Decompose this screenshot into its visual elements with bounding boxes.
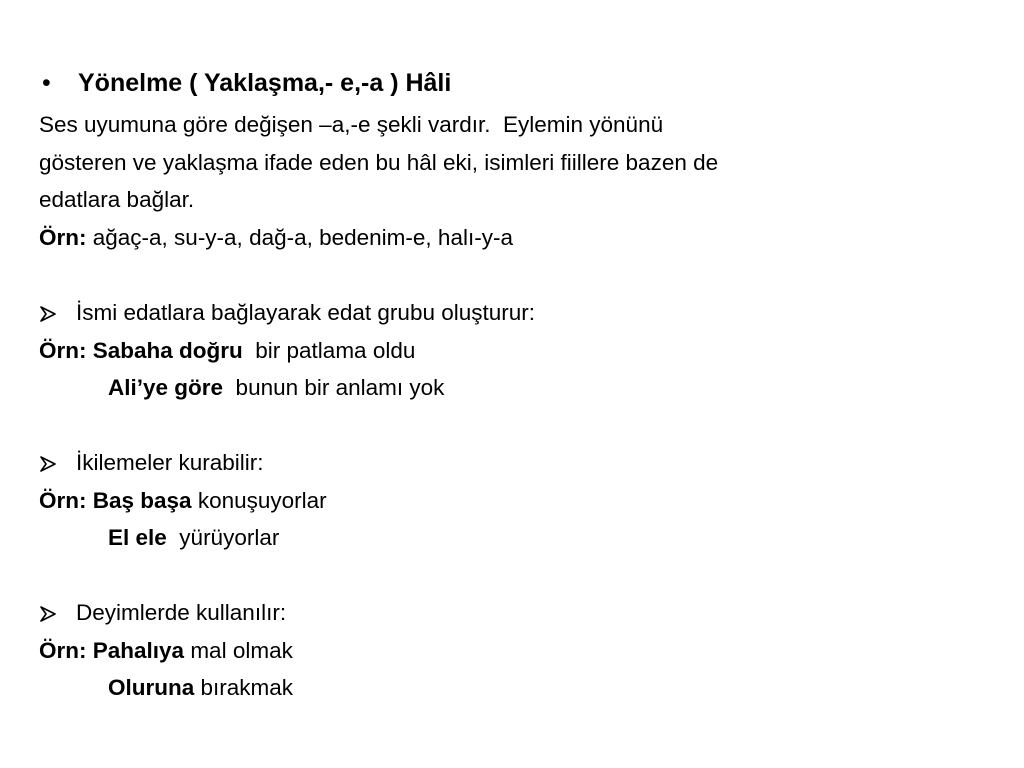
section3-example-2-bold: Oluruna [108,675,195,700]
section2-example-2-bold: El ele [108,525,167,550]
intro-example [39,223,513,253]
section3-example-2-text: bırakmak [194,675,294,700]
section2-heading: İkilemeler kurabilir: [76,450,264,475]
intro-line-1: Ses uyumuna göre değişen –a,-e şekli vardır. Eylemin yönünü [39,112,664,137]
section2-example-1-text: konuşuyorlar [191,488,327,513]
section1-example-1-text: bir patlama oldu [242,338,416,363]
arrow-bullet-icon [38,298,66,328]
example-label: Örn: [39,225,87,250]
page-title: Yönelme ( Yaklaşma,- e,-a ) Hâli [78,69,452,97]
heading-bullet: • [42,69,51,97]
section2-example-1-bold: Örn: Baş başa [39,488,192,513]
section2-example-1 [39,486,327,516]
intro-line-2: gösteren ve yaklaşma ifade eden bu hâl eki, isimleri fiillere bazen de [39,150,719,175]
section3-example-1 [39,636,293,666]
section1-example-2 [108,373,444,403]
section3-example-1-bold: Örn: Pahalıya [39,638,185,663]
intro-line-3: edatlara bağlar. [39,187,195,212]
section1-example-2-bold: Ali’ye göre [108,375,224,400]
section1-heading: İsmi edatlara bağlayarak edat grubu oluşturur: [76,300,536,325]
section2-example-2 [108,523,279,553]
section3-example-2 [108,673,293,703]
section1-example-1-bold: Örn: Sabaha doğru [39,338,243,363]
section3-example-1-text: mal olmak [184,638,293,663]
section1-example-2-text: bunun bir anlamı yok [223,375,445,400]
section3-heading: Deyimlerde kullanılır: [76,600,287,625]
section2-example-2-text: yürüyorlar [166,525,280,550]
arrow-bullet-icon [38,598,66,628]
section1-example-1 [39,336,415,366]
example-text: ağaç-a, su-y-a, dağ-a, bedenim-e, halı-y-a [86,225,513,250]
arrow-bullet-icon [38,448,66,478]
